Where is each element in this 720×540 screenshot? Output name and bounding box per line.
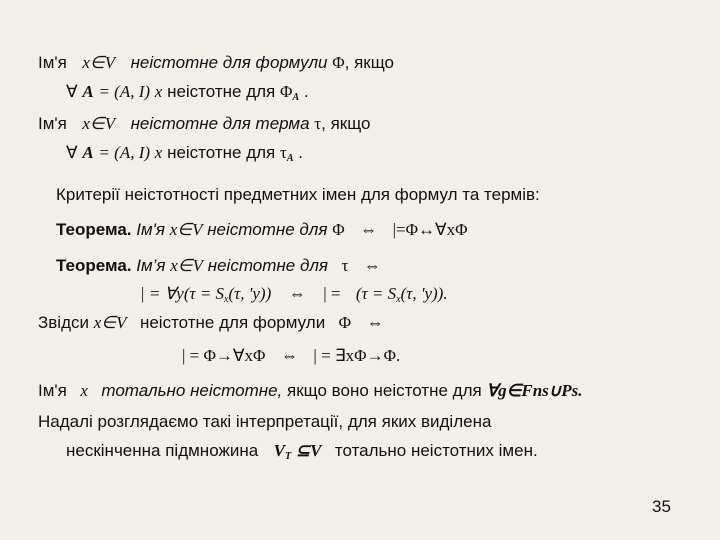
text-italic: неістотне для терма xyxy=(130,114,310,133)
var-a-bold: A xyxy=(82,143,94,162)
formula: | = ∃xΦ→Φ. xyxy=(313,346,401,365)
symbol-phi: Φ xyxy=(332,53,345,72)
condition-formula-line xyxy=(66,82,309,108)
subset-line xyxy=(66,441,538,467)
var-x-in-v: x∈V xyxy=(170,256,203,275)
var-x: x xyxy=(82,114,90,133)
text: неістотне для xyxy=(167,143,276,162)
corollary-line xyxy=(38,313,384,333)
symbol-phi: Φ xyxy=(338,313,352,332)
var-x: x xyxy=(82,53,90,72)
symbol-tau: τ xyxy=(280,143,287,162)
equivalence-symbol: ⇔ xyxy=(363,256,381,275)
text: Надалі розглядаємо такі інтерпретації, для яких виділена xyxy=(38,412,492,431)
condition-term-line xyxy=(66,143,303,169)
text: нескінченна підмножина xyxy=(66,441,259,460)
symbol-tau: τ xyxy=(314,114,322,133)
interpretation-line xyxy=(38,412,491,432)
formula: (τ = S xyxy=(355,284,397,303)
text: тотально неістотних імен. xyxy=(334,441,538,460)
text: Звідси xyxy=(38,313,89,332)
text: . xyxy=(303,82,309,101)
theorem-term-formula xyxy=(140,284,448,310)
set-v: ∈V xyxy=(89,114,116,133)
corollary-formula xyxy=(182,346,400,366)
subscript: T xyxy=(284,451,292,462)
subscript: A xyxy=(292,92,300,103)
symbol-tau: τ xyxy=(341,256,349,275)
text-italic: неістотне для xyxy=(207,220,328,239)
formula: ∀g∈Fns∪Ps. xyxy=(486,381,583,400)
text: неістотне для xyxy=(167,82,276,101)
formula: (τ, 'y)). xyxy=(400,284,448,303)
text: Ім'я xyxy=(38,114,67,133)
text: . xyxy=(298,143,303,162)
set-v-t: V xyxy=(273,441,285,460)
set-v: ∈V xyxy=(89,53,116,72)
text: , якщо xyxy=(321,114,371,133)
text: Ім'я xyxy=(38,53,67,72)
theorem-label: Теорема. xyxy=(56,256,132,275)
tuple: = (A, I) xyxy=(98,143,151,162)
subset-formula: ⊆V xyxy=(295,441,322,460)
equivalence-symbol: ⇔ xyxy=(366,313,384,332)
symbol-phi: Φ xyxy=(332,220,345,239)
var-x: x xyxy=(80,381,88,400)
text-italic: Ім'я xyxy=(136,220,165,239)
forall-symbol: ∀ xyxy=(66,82,78,101)
text: якщо воно неістотне для xyxy=(287,381,482,400)
text-italic: неістотне для xyxy=(207,256,329,275)
subscript: x xyxy=(396,294,401,305)
tuple: = (A, I) xyxy=(98,82,151,101)
var-x: x xyxy=(154,143,163,162)
definition-formula-line xyxy=(38,53,394,73)
text-italic: неістотне для формули xyxy=(130,53,328,72)
criteria-heading xyxy=(56,185,540,205)
formula: |=Φ↔∀xΦ xyxy=(392,220,468,239)
theorem-label: Теорема. xyxy=(56,220,132,239)
formula: (τ, 'y)) xyxy=(228,284,272,303)
equivalence-symbol: ⇔ xyxy=(280,346,298,365)
definition-term-line xyxy=(38,114,370,134)
theorem-term-line xyxy=(56,256,381,276)
total-definition-line xyxy=(38,381,582,401)
page-number: 35 xyxy=(652,497,671,516)
var-x-in-v: x∈V xyxy=(169,220,203,239)
equivalence-symbol: ⇔ xyxy=(288,284,306,303)
equivalence-symbol: ⇔ xyxy=(360,220,378,239)
theorem-formula-line xyxy=(56,220,468,240)
text: Ім'я xyxy=(38,381,67,400)
text: неістотне для формули xyxy=(139,313,326,332)
text: Критерії неістотності предметних імен для формул та термів: xyxy=(56,185,540,204)
formula: | = xyxy=(323,284,341,303)
text-italic: Ім’я xyxy=(136,256,166,275)
symbol-phi: Φ xyxy=(280,82,293,101)
text: , якщо xyxy=(344,53,394,72)
text-italic: тотально неістотне, xyxy=(101,381,283,400)
subscript: A xyxy=(286,153,294,164)
var-x-in-v: x∈V xyxy=(93,313,127,332)
formula: | = ∀y(τ = S xyxy=(140,284,225,303)
var-x: x xyxy=(154,82,163,101)
subscript: x xyxy=(224,294,229,305)
formula: | = Φ→∀xΦ xyxy=(182,346,266,365)
var-a-bold: A xyxy=(82,82,94,101)
forall-symbol: ∀ xyxy=(66,143,78,162)
